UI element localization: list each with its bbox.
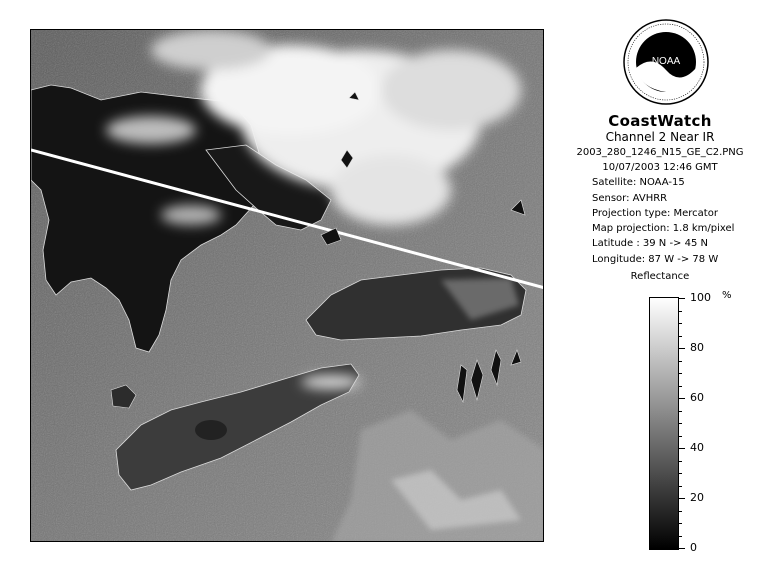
acquisition-datetime: 10/07/2003 12:46 GMT [602, 162, 718, 173]
map-projection-label: Map projection: 1.8 km/pixel [592, 223, 735, 234]
sensor-label: Sensor: AVHRR [592, 193, 668, 204]
brand-title: CoastWatch [608, 112, 712, 130]
scale-major-tick [679, 448, 685, 449]
scale-minor-tick [679, 336, 682, 337]
scale-minor-tick [679, 311, 682, 312]
scale-minor-tick [679, 423, 682, 424]
longitude-label: Longitude: 87 W -> 78 W [592, 254, 719, 265]
scale-tick-label: 40 [690, 441, 704, 454]
scale-minor-tick [679, 461, 682, 462]
scale-tick-label: 80 [690, 341, 704, 354]
scale-minor-tick [679, 511, 682, 512]
scale-major-tick [679, 548, 685, 549]
satellite-image [30, 29, 544, 542]
scale-tick-label: 0 [690, 541, 697, 554]
map-canvas [31, 30, 544, 542]
scale-major-tick [679, 348, 685, 349]
scale-major-tick [679, 298, 685, 299]
scale-minor-tick [679, 436, 682, 437]
scale-minor-tick [679, 373, 682, 374]
scale-major-tick [679, 398, 685, 399]
projection-type-label: Projection type: Mercator [592, 208, 718, 219]
latitude-label: Latitude : 39 N -> 45 N [592, 238, 708, 249]
scale-title: Reflectance [630, 271, 690, 282]
scale-tick-label: 20 [690, 491, 704, 504]
scale-unit: % [722, 290, 732, 301]
scale-minor-tick [679, 523, 682, 524]
noaa-logo [622, 18, 710, 106]
scale-minor-tick [679, 386, 682, 387]
scale-minor-tick [679, 323, 682, 324]
scale-minor-tick [679, 473, 682, 474]
scale-tick-label: 100 [690, 291, 711, 304]
filename: 2003_280_1246_N15_GE_C2.PNG [576, 147, 744, 158]
scale-minor-tick [679, 411, 682, 412]
scale-tick-label: 60 [690, 391, 704, 404]
channel-title: Channel 2 Near IR [605, 130, 715, 144]
scale-minor-tick [679, 536, 682, 537]
reflectance-colorbar [649, 297, 679, 550]
scale-minor-tick [679, 486, 682, 487]
logo-text: NOAA [651, 56, 681, 67]
scale-major-tick [679, 498, 685, 499]
lake-erie-dark-patch [195, 420, 227, 440]
satellite-label: Satellite: NOAA-15 [592, 177, 685, 188]
scale-minor-tick [679, 361, 682, 362]
